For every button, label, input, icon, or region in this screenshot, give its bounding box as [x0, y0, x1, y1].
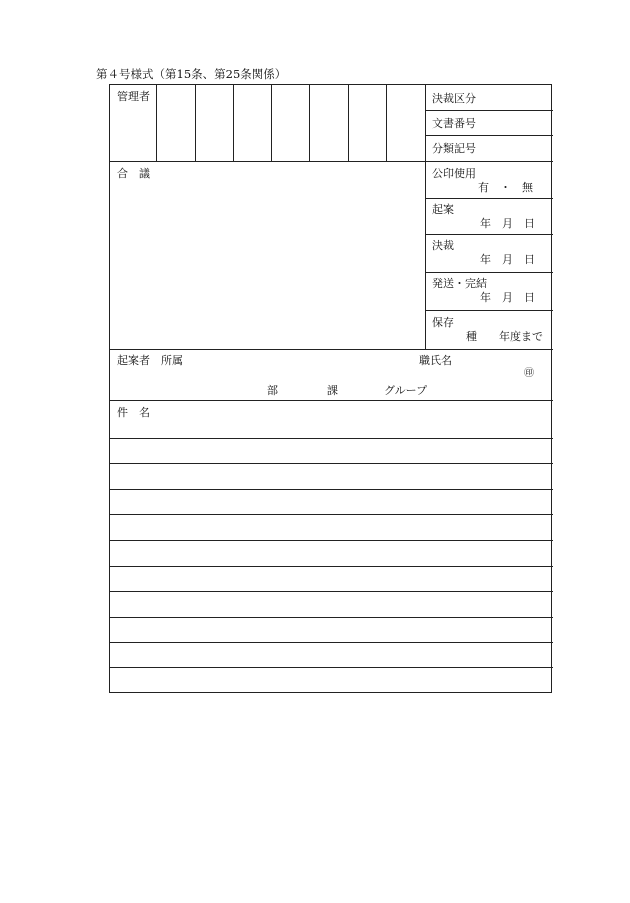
koin-shiyo-label: 公印使用 [432, 167, 476, 180]
stamp-cell[interactable] [348, 85, 349, 161]
stamp-cell[interactable] [386, 85, 387, 161]
ruled-line [110, 540, 553, 541]
ruled-line [110, 642, 553, 643]
form-frame [109, 84, 552, 693]
divider [425, 135, 553, 136]
group-label: グループ [384, 384, 428, 397]
kenmei-label: 件 名 [117, 406, 150, 419]
stamp-cell[interactable] [195, 85, 196, 161]
shozoku-label: 所属 [161, 354, 183, 367]
ruled-line [110, 438, 553, 439]
divider [425, 234, 553, 235]
divider [425, 198, 553, 199]
ruled-line [110, 489, 553, 490]
divider [156, 85, 157, 161]
divider [110, 349, 553, 350]
shokuin-mei-label: 職氏名 [419, 354, 452, 367]
hozon-value: 種 年度まで [466, 330, 543, 343]
hasso-kanketsu-date: 年 月 日 [480, 291, 535, 304]
koin-shiyo-value: 有 ・ 無 [478, 181, 533, 194]
kian-date: 年 月 日 [480, 217, 535, 230]
kian-label: 起案 [432, 203, 454, 216]
ruled-line [110, 566, 553, 567]
kiansha-label: 起案者 [117, 354, 150, 367]
divider [425, 272, 553, 273]
hasso-kanketsu-label: 発送・完結 [432, 277, 487, 290]
form-title: 第４号様式（第15条、第25条関係） [96, 67, 287, 81]
divider [110, 161, 553, 162]
ruled-line [110, 514, 553, 515]
stamp-cell[interactable] [271, 85, 272, 161]
ruled-line [110, 591, 553, 592]
kanrisha-label: 管理者 [117, 90, 150, 103]
stamp-cell[interactable] [309, 85, 310, 161]
hozon-label: 保存 [432, 316, 454, 329]
kessai-label: 決裁 [432, 239, 454, 252]
divider [425, 310, 553, 311]
gogi-label: 合 議 [117, 167, 150, 180]
divider [425, 110, 553, 111]
bunrui-kigo-label: 分類記号 [432, 142, 476, 155]
ruled-line [110, 463, 553, 464]
ruled-line [110, 667, 553, 668]
seal-mark: ㊞ [524, 368, 534, 379]
bu-label: 部 [267, 384, 278, 397]
divider [110, 400, 553, 401]
bunsho-bango-label: 文書番号 [432, 117, 476, 130]
stamp-cell[interactable] [233, 85, 234, 161]
kessai-date: 年 月 日 [480, 253, 535, 266]
kessai-kubun-label: 決裁区分 [432, 92, 476, 105]
ruled-line [110, 617, 553, 618]
ka-label: 課 [327, 384, 338, 397]
